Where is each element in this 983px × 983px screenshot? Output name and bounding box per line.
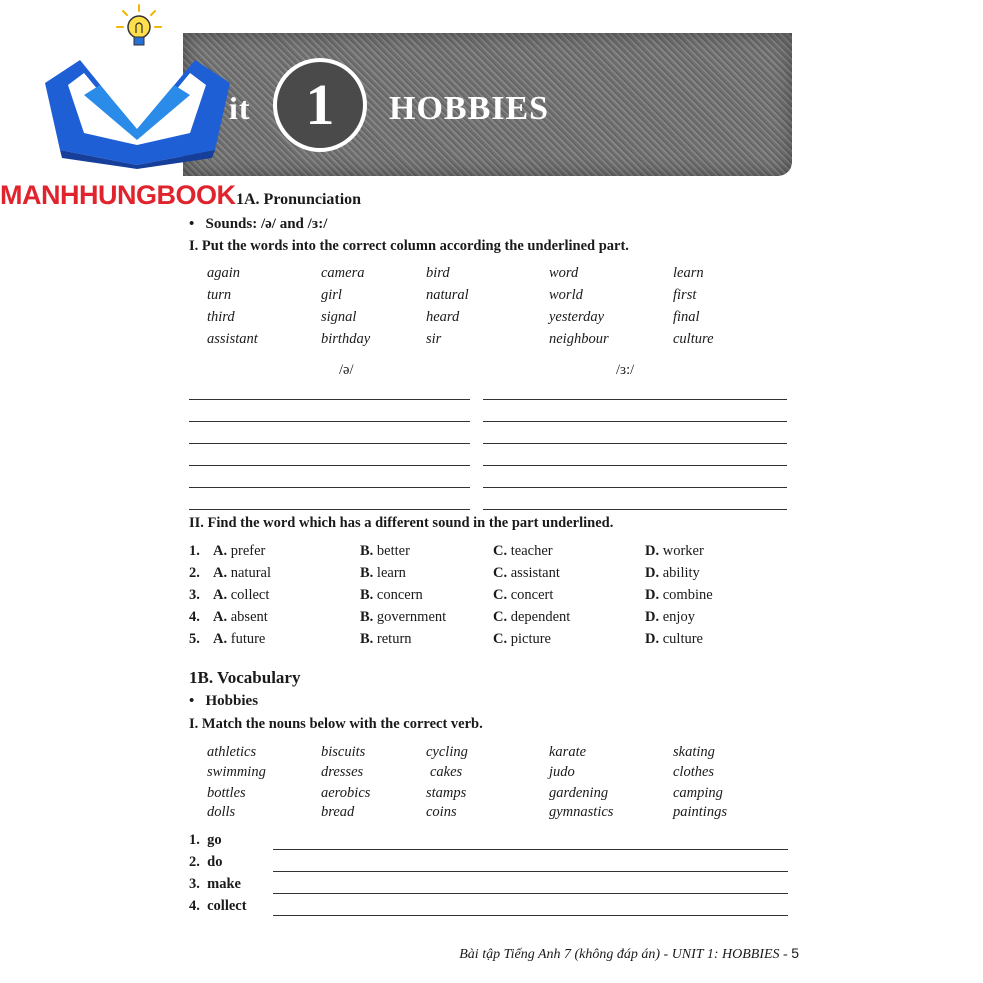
word-cell: skating bbox=[673, 744, 715, 760]
section-1a-bullet-text: Sounds: /ə/ and /ɜ:/ bbox=[205, 216, 328, 232]
verb-number: 2. bbox=[189, 854, 200, 870]
answer-line[interactable] bbox=[189, 465, 470, 466]
word-cell: judo bbox=[549, 764, 575, 780]
word-cell: athletics bbox=[207, 744, 257, 760]
option-text: prefer bbox=[230, 543, 266, 559]
option-text: combine bbox=[662, 587, 713, 603]
word-cell: heard bbox=[426, 309, 460, 325]
verb-label: collect bbox=[207, 898, 247, 914]
word-cell: turn bbox=[207, 287, 232, 303]
answer-line[interactable] bbox=[189, 443, 470, 444]
option-text: picture bbox=[510, 631, 551, 647]
option-text: government bbox=[376, 609, 447, 625]
word-cell: clothes bbox=[673, 764, 715, 780]
word-cell: biscuits bbox=[321, 744, 366, 760]
answer-line[interactable] bbox=[483, 443, 787, 444]
answer-line[interactable] bbox=[273, 849, 788, 850]
verb-item bbox=[189, 854, 222, 871]
question-number: 5. bbox=[189, 631, 200, 647]
word-cell: final bbox=[673, 309, 700, 325]
word-cell: natural bbox=[426, 287, 469, 303]
section-1b-bullet-text: Hobbies bbox=[205, 693, 259, 709]
exercise-1a-2-instruction: II. Find the word which has a different sound in the part underlined. bbox=[189, 515, 614, 531]
word-cell: swimming bbox=[207, 764, 266, 780]
word-cell: aerobics bbox=[321, 785, 371, 801]
option-text: concern bbox=[376, 587, 423, 603]
word-cell: camping bbox=[673, 785, 723, 801]
option-a[interactable]: A. future bbox=[213, 631, 266, 647]
option-d[interactable]: D. combine bbox=[645, 587, 713, 603]
option-text: ability bbox=[662, 565, 700, 581]
option-text: absent bbox=[230, 609, 268, 625]
option-text: assistant bbox=[510, 565, 560, 581]
verb-number: 4. bbox=[189, 898, 200, 914]
answer-line[interactable] bbox=[483, 487, 787, 488]
verb-item bbox=[189, 832, 222, 849]
option-text: collect bbox=[230, 587, 270, 603]
option-text: worker bbox=[662, 543, 704, 559]
option-a[interactable]: A. prefer bbox=[213, 543, 266, 559]
option-b[interactable]: B. return bbox=[360, 631, 412, 647]
section-1a-bullet: • Sounds: /ə/ and /ɜ:/ bbox=[189, 216, 328, 232]
word-cell: gardening bbox=[549, 785, 609, 801]
answer-line[interactable] bbox=[189, 399, 470, 400]
word-cell: bottles bbox=[207, 785, 246, 801]
exercise-1b-1-instruction: I. Match the nouns below with the correct verb. bbox=[189, 716, 483, 732]
lightbulb-icon bbox=[113, 3, 165, 55]
option-c[interactable]: C. concert bbox=[493, 587, 554, 603]
word-cell: birthday bbox=[321, 331, 371, 347]
option-b[interactable]: B. learn bbox=[360, 565, 406, 581]
answer-line[interactable] bbox=[189, 487, 470, 488]
word-cell: again bbox=[207, 265, 241, 281]
brand-part2: BOOK bbox=[156, 180, 236, 210]
section-1a-heading: 1A. Pronunciation bbox=[236, 191, 362, 208]
answer-line[interactable] bbox=[273, 871, 788, 872]
answer-line[interactable] bbox=[189, 509, 470, 510]
word-cell: learn bbox=[673, 265, 704, 281]
word-cell: coins bbox=[426, 804, 457, 820]
word-cell: dolls bbox=[207, 804, 236, 820]
book-logo-icon bbox=[40, 55, 235, 170]
word-cell: bread bbox=[321, 804, 355, 820]
answer-line[interactable] bbox=[483, 399, 787, 400]
word-cell: camera bbox=[321, 265, 365, 281]
answer-line[interactable] bbox=[483, 509, 787, 510]
verb-item bbox=[189, 898, 247, 915]
exercise-1a-1-instruction: I. Put the words into the correct column according the underlined part. bbox=[189, 238, 629, 254]
option-c[interactable]: C. picture bbox=[493, 631, 551, 647]
unit-title: HOBBIES bbox=[389, 90, 550, 127]
word-cell: yesterday bbox=[549, 309, 605, 325]
word-cell: culture bbox=[673, 331, 714, 347]
word-cell: assistant bbox=[207, 331, 258, 347]
option-d[interactable]: D. enjoy bbox=[645, 609, 695, 625]
option-b[interactable]: B. better bbox=[360, 543, 410, 559]
word-cell: stamps bbox=[426, 785, 467, 801]
question-number: 1. bbox=[189, 543, 200, 559]
option-text: better bbox=[376, 543, 410, 559]
option-d[interactable]: D. culture bbox=[645, 631, 703, 647]
option-d[interactable]: D. ability bbox=[645, 565, 700, 581]
answer-line[interactable] bbox=[483, 421, 787, 422]
option-b[interactable]: B. concern bbox=[360, 587, 423, 603]
word-cell: first bbox=[673, 287, 697, 303]
page-number: 5 bbox=[791, 945, 799, 961]
option-text: future bbox=[230, 631, 266, 647]
word-cell: neighbour bbox=[549, 331, 609, 347]
option-text: concert bbox=[510, 587, 554, 603]
column-header-er: /ɜ:/ bbox=[616, 362, 635, 378]
word-cell: third bbox=[207, 309, 235, 325]
option-b[interactable]: B. government bbox=[360, 609, 447, 625]
option-text: dependent bbox=[510, 609, 571, 625]
word-cell: word bbox=[549, 265, 579, 281]
word-cell: world bbox=[549, 287, 583, 303]
option-text: learn bbox=[376, 565, 406, 581]
option-a[interactable]: A. collect bbox=[213, 587, 270, 603]
column-header-schwa: /ə/ bbox=[339, 362, 354, 378]
answer-line[interactable] bbox=[189, 421, 470, 422]
word-cell: girl bbox=[321, 287, 342, 303]
word-cell: paintings bbox=[673, 804, 727, 820]
word-cell: signal bbox=[321, 309, 357, 325]
answer-line[interactable] bbox=[273, 915, 788, 916]
option-c[interactable]: C. assistant bbox=[493, 565, 560, 581]
answer-line[interactable] bbox=[483, 465, 787, 466]
word-cell: gymnastics bbox=[549, 804, 614, 820]
verb-label: make bbox=[207, 876, 241, 892]
word-cell: cakes bbox=[430, 764, 463, 780]
unit-word: it bbox=[229, 90, 251, 126]
section-1b-heading: 1B. Vocabulary bbox=[189, 668, 301, 687]
question-number: 2. bbox=[189, 565, 200, 581]
option-c[interactable]: C. teacher bbox=[493, 543, 553, 559]
word-cell: cycling bbox=[426, 744, 468, 760]
footer-text: Bài tập Tiếng Anh 7 (không đáp án) - UNIT 1: HOBBIES - bbox=[459, 947, 792, 962]
word-cell: dresses bbox=[321, 764, 364, 780]
option-a[interactable]: A. absent bbox=[213, 609, 268, 625]
option-a[interactable]: A. natural bbox=[213, 565, 271, 581]
word-cell: karate bbox=[549, 744, 587, 760]
option-d[interactable]: D. worker bbox=[645, 543, 704, 559]
option-c[interactable]: C. dependent bbox=[493, 609, 571, 625]
unit-number-badge: 1 bbox=[273, 58, 367, 152]
question-number: 4. bbox=[189, 609, 200, 625]
section-1b-bullet: • Hobbies bbox=[189, 693, 259, 709]
word-cell: sir bbox=[426, 331, 442, 347]
option-text: teacher bbox=[510, 543, 553, 559]
verb-number: 3. bbox=[189, 876, 200, 892]
option-text: natural bbox=[230, 565, 271, 581]
verb-number: 1. bbox=[189, 832, 200, 848]
verb-label: do bbox=[207, 854, 223, 870]
verb-item bbox=[189, 876, 241, 893]
option-text: return bbox=[376, 631, 412, 647]
brand-part1: MANHHUNG bbox=[0, 180, 157, 210]
brand-name bbox=[0, 180, 235, 211]
question-number: 3. bbox=[189, 587, 200, 603]
verb-label: go bbox=[207, 832, 222, 848]
word-cell: bird bbox=[426, 265, 450, 281]
option-text: enjoy bbox=[662, 609, 695, 625]
option-text: culture bbox=[662, 631, 703, 647]
page-footer bbox=[0, 945, 799, 963]
answer-line[interactable] bbox=[273, 893, 788, 894]
